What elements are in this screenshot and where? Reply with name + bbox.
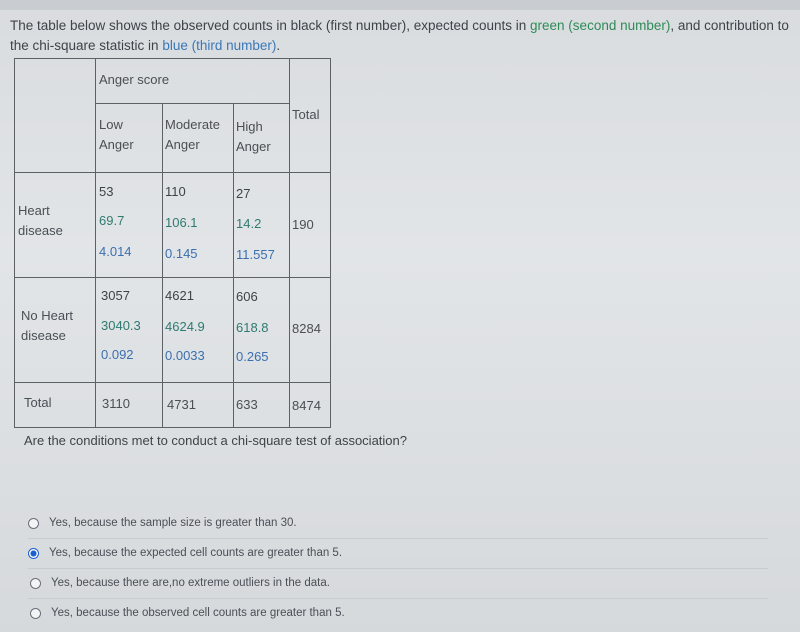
cell-noheart-total	[290, 278, 331, 383]
row-label-line2: disease	[21, 328, 66, 343]
col-low-line1: Low	[99, 117, 123, 132]
total-low	[96, 383, 163, 428]
contribution-value: 11.557	[236, 247, 275, 262]
table-row	[15, 173, 331, 278]
total-header	[290, 59, 331, 173]
radio-icon[interactable]	[28, 518, 39, 529]
intro-blue-text: blue (third number)	[162, 38, 277, 53]
contingency-table	[14, 58, 331, 428]
contribution-value: 0.092	[101, 347, 134, 362]
total-header-label: Total	[292, 107, 320, 122]
observed-value: 27	[236, 186, 251, 201]
radio-icon[interactable]	[30, 608, 41, 619]
option-label: Yes, because there are,no extreme outliers in the data.	[51, 577, 330, 589]
grand-total-value: 8474	[292, 398, 321, 413]
observed-value: 110	[165, 184, 186, 199]
expected-value: 3040.3	[101, 318, 141, 333]
col-high-line1: High	[236, 119, 263, 134]
cell-noheart-moderate	[163, 278, 234, 383]
option-no-outliers[interactable]	[28, 568, 768, 599]
radio-selected-icon[interactable]	[28, 548, 39, 559]
total-moderate	[163, 383, 234, 428]
window-top-border	[0, 0, 800, 10]
intro-part3: .	[276, 38, 281, 53]
intro-part1: The table below shows the observed counts in black (first number), expected counts in	[10, 18, 531, 33]
expected-value: 106.1	[165, 215, 198, 230]
contribution-value: 0.265	[236, 349, 269, 364]
col-high-line2: Anger	[236, 139, 271, 154]
row-total-value: 190	[292, 217, 314, 232]
col-low-line2: Anger	[99, 137, 134, 152]
cell-heart-moderate	[163, 173, 234, 278]
anger-score-header	[96, 59, 290, 104]
column-total-value: 4731	[167, 397, 196, 412]
option-observed-counts[interactable]	[28, 598, 768, 628]
totals-label-cell	[15, 383, 96, 428]
total-grand	[290, 383, 331, 428]
col-moderate-line2: Anger	[165, 137, 200, 152]
contribution-value: 0.0033	[165, 348, 205, 363]
observed-value: 606	[236, 289, 258, 304]
option-expected-counts[interactable]	[28, 538, 768, 569]
expected-value: 14.2	[236, 216, 262, 231]
table-row	[15, 278, 331, 383]
option-sample-size[interactable]	[28, 508, 768, 539]
cell-noheart-low	[96, 278, 163, 383]
col-high-header	[234, 104, 290, 173]
option-label: Yes, because the sample size is greater than 30.	[49, 517, 297, 529]
cell-noheart-high	[234, 278, 290, 383]
cell-heart-high	[234, 173, 290, 278]
radio-icon[interactable]	[30, 578, 41, 589]
option-label: Yes, because the observed cell counts are greater than 5.	[51, 607, 345, 619]
expected-value: 69.7	[99, 213, 125, 228]
row-label-heart-disease	[15, 173, 96, 278]
column-total-value: 3110	[102, 396, 130, 411]
table-corner-cell	[15, 59, 96, 173]
col-moderate-line1: Moderate	[165, 117, 220, 132]
question-text: Are the conditions met to conduct a chi-square test of association?	[24, 433, 407, 448]
intro-green-text: green (second number)	[530, 18, 671, 33]
table-header-row-1	[15, 59, 331, 104]
expected-value: 4624.9	[165, 319, 205, 334]
total-high	[234, 383, 290, 428]
observed-value: 53	[99, 184, 114, 199]
col-low-header	[96, 104, 163, 173]
observed-value: 3057	[101, 288, 130, 303]
row-label-line1: No Heart	[21, 308, 74, 323]
row-label-no-heart-disease	[15, 278, 96, 383]
cell-heart-total	[290, 173, 331, 278]
row-label-line2: disease	[18, 223, 63, 238]
col-moderate-header	[163, 104, 234, 173]
contribution-value: 0.145	[165, 246, 198, 261]
contribution-value: 4.014	[99, 244, 132, 259]
cell-heart-low	[96, 173, 163, 278]
expected-value: 618.8	[236, 320, 269, 335]
column-total-value: 633	[236, 397, 258, 412]
row-label-line1: Heart	[18, 203, 50, 218]
totals-label: Total	[24, 395, 52, 410]
row-total-value: 8284	[292, 321, 321, 336]
totals-row	[15, 383, 331, 428]
intro-part2: , and contribution to the chi-square statistic in	[10, 18, 789, 53]
intro-text	[10, 16, 795, 56]
observed-value: 4621	[165, 288, 194, 303]
anger-score-label: Anger score	[99, 72, 170, 87]
option-label: Yes, because the expected cell counts are greater than 5.	[49, 547, 343, 559]
